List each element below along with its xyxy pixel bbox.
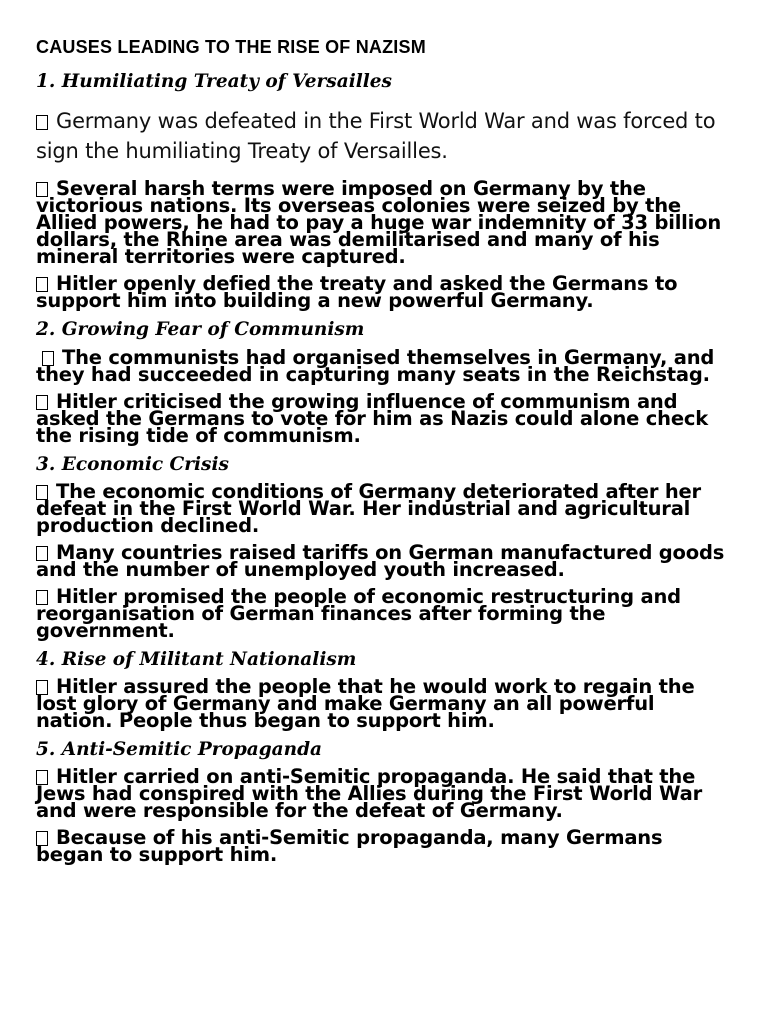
bullet-text: Hitler carried on anti-Semitic propaganda. He said that the Jews had conspired with the Allies during the First World War and were responsible for the defeat of Germany. xyxy=(36,765,703,823)
bullet-text: Several harsh terms were imposed on Germany by the victorious nations. Its overseas colonies were seized by the Allied powers, he had to pay a huge war indemnity of 33 billion dollars, the Rhine area was demilitarised and many of his mineral territories were captured. xyxy=(36,177,722,269)
bullet-point xyxy=(36,106,736,166)
section-heading: 1. Humiliating Treaty of Versailles xyxy=(36,71,392,92)
bullet-point xyxy=(36,389,736,447)
section-heading: 3. Economic Crisis xyxy=(36,453,229,475)
bullet-text: Hitler promised the people of economic restructuring and reorganisation of German finances after forming the government. xyxy=(36,584,681,642)
bullet-point xyxy=(36,540,736,581)
bullet-point xyxy=(36,345,736,386)
bullet-text: Germany was defeated in the First World War and was forced to sign the humiliating Treaty of Versailles. xyxy=(36,109,716,164)
bullet-point xyxy=(36,177,736,269)
bullet-point xyxy=(36,826,736,867)
section-heading: 5. Anti-Semitic Propaganda xyxy=(36,739,323,761)
bullet-text: Many countries raised tariffs on German manufactured goods and the number of unemployed youth increased. xyxy=(36,540,725,581)
bullet-box-icon xyxy=(36,115,48,130)
bullet-text: The economic conditions of Germany deteriorated after her defeat in the First World War. Her industrial and agricultural production declined. xyxy=(36,479,701,537)
bullet-text: Hitler assured the people that he would work to regain the lost glory of Germany and make Germany an all powerful nation. People thus began to support him. xyxy=(36,675,695,733)
bullet-point xyxy=(36,584,736,642)
bullet-text: Hitler criticised the growing influence of communism and asked the Germans to vote for him as Nazis could alone check the rising tide of communism. xyxy=(36,389,708,447)
bullet-point xyxy=(36,479,736,537)
document-page xyxy=(36,36,736,873)
bullet-point xyxy=(36,675,736,733)
bullet-text: Hitler openly defied the treaty and asked the Germans to support him into building a new powerful Germany. xyxy=(36,272,678,313)
document-title: CAUSES LEADING TO THE RISE OF NAZISM xyxy=(36,36,426,57)
bullet-text: The communists had organised themselves in Germany, and they had succeeded in capturing many seats in the Reichstag. xyxy=(36,345,715,386)
bullet-text: Because of his anti-Semitic propaganda, many Germans began to support him. xyxy=(36,826,663,867)
bullet-point xyxy=(36,765,736,823)
bullet-point xyxy=(36,272,736,313)
section-heading: 2. Growing Fear of Communism xyxy=(36,319,365,341)
section-heading: 4. Rise of Militant Nationalism xyxy=(36,648,357,670)
